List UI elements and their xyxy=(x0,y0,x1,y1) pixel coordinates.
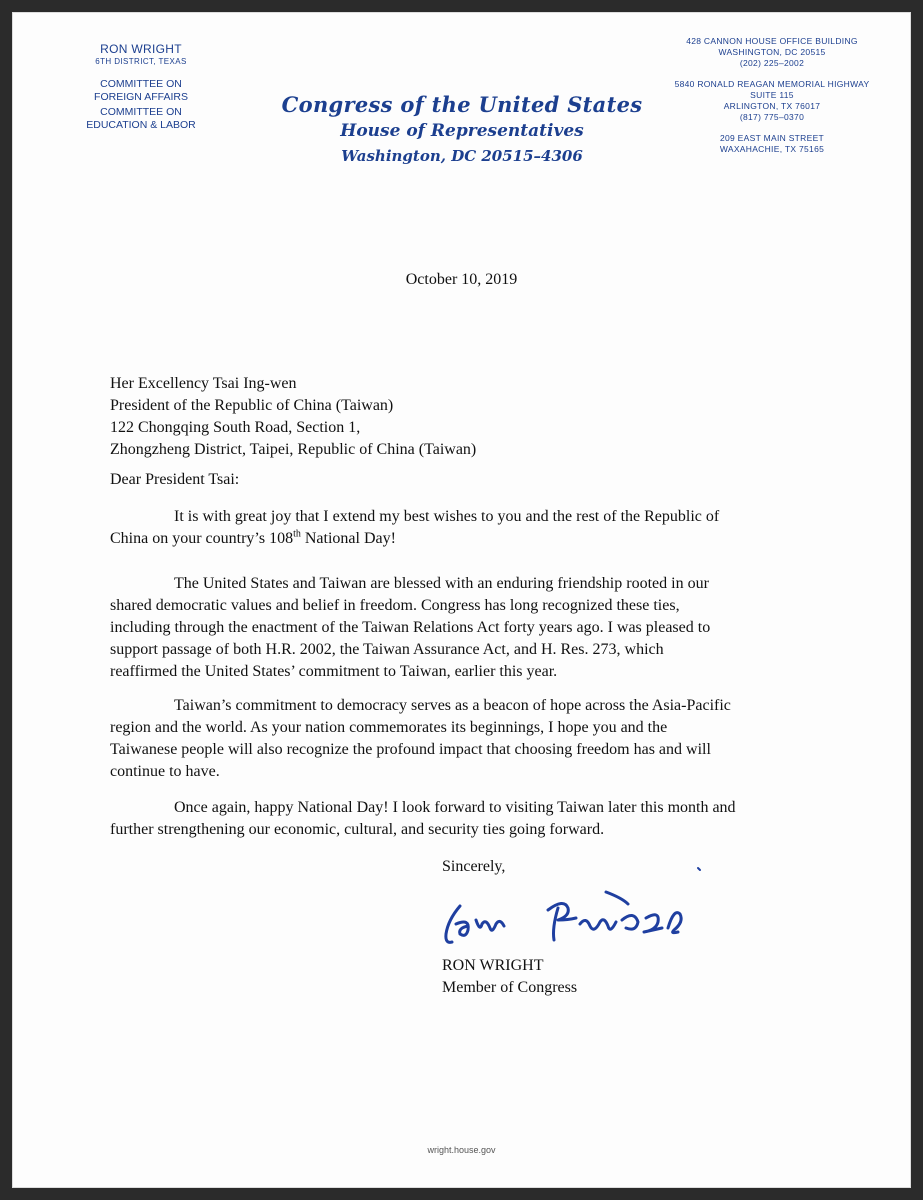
signature-image xyxy=(430,858,710,958)
signer-title: Member of Congress xyxy=(442,979,578,996)
committee-2-line-2: EDUCATION & LABOR xyxy=(86,119,196,131)
arlington-office xyxy=(652,79,892,123)
dc-office xyxy=(652,36,892,69)
congress-heading: Congress of the United States xyxy=(281,92,643,117)
paragraph-1 xyxy=(110,506,830,550)
footer-website: wright.house.gov xyxy=(427,1145,496,1155)
house-location: Washington, DC 20515–4306 xyxy=(341,147,583,165)
recipient-line-2: President of the Republic of China (Taiwan) xyxy=(110,397,394,414)
recipient-line-4: Zhongzheng District, Taipei, Republic of China (Taiwan) xyxy=(110,441,477,458)
paragraph-4-line-2: further strengthening our economic, cultural, and security ties going forward. xyxy=(110,821,605,838)
dc-office-phone: (202) 225–2002 xyxy=(739,58,805,68)
recipient-address xyxy=(110,373,476,461)
waxahachie-office-line-2: WAXAHACHIE, TX 75165 xyxy=(719,144,825,154)
arlington-office-line-3: ARLINGTON, TX 76017 xyxy=(723,101,821,111)
paragraph-4 xyxy=(110,797,830,841)
signer-block xyxy=(442,955,577,999)
letterhead-offices xyxy=(652,36,892,165)
paragraph-1-line-1: It is with great joy that I extend my best wishes to you and the rest of the Republic of xyxy=(174,508,720,525)
arlington-office-line-2: SUITE 115 xyxy=(750,90,794,100)
paragraph-3-line-1: Taiwan’s commitment to democracy serves as a beacon of hope across the Asia-Pacific xyxy=(174,697,731,714)
paragraph-2-line-2: shared democratic values and belief in freedom. Congress has long recognized these ties, xyxy=(110,597,680,614)
paragraph-3-line-2: region and the world. As your nation commemorates its beginnings, I hope you and the xyxy=(110,719,668,736)
member-district: 6TH DISTRICT, TEXAS xyxy=(95,57,187,66)
ordinal-superscript: th xyxy=(293,528,301,540)
paragraph-3 xyxy=(110,695,830,783)
dc-office-line-1: 428 CANNON HOUSE OFFICE BUILDING xyxy=(686,36,858,46)
member-name: RON WRIGHT xyxy=(100,42,182,56)
dc-office-line-2: WASHINGTON, DC 20515 xyxy=(718,47,826,57)
letterhead-title xyxy=(242,92,682,165)
paragraph-2-line-3: including through the enactment of the Taiwan Relations Act forty years ago. I was pleased to xyxy=(110,619,711,636)
paragraph-1-line-2-start: China on your country’s 108 xyxy=(110,530,294,547)
paragraph-4-line-1: Once again, happy National Day! I look forward to visiting Taiwan later this month and xyxy=(174,799,736,816)
paragraph-2 xyxy=(110,573,830,683)
committee-2-line-1: COMMITTEE ON xyxy=(100,106,182,118)
recipient-line-3: 122 Chongqing South Road, Section 1, xyxy=(110,419,361,436)
paragraph-2-line-1: The United States and Taiwan are blessed with an enduring friendship rooted in our xyxy=(174,575,709,592)
paragraph-1-line-2 xyxy=(110,528,830,550)
paragraph-2-line-5: reaffirmed the United States’ commitment to Taiwan, earlier this year. xyxy=(110,663,558,680)
paragraph-1-line-2-end: National Day! xyxy=(300,530,396,547)
committee-1-line-2: FOREIGN AFFAIRS xyxy=(94,91,188,103)
paragraph-3-line-3: Taiwanese people will also recognize the profound impact that choosing freedom has and will xyxy=(110,741,711,758)
waxahachie-office-line-1: 209 EAST MAIN STREET xyxy=(719,133,825,143)
letter-page xyxy=(12,12,911,1188)
paragraph-2-line-4: support passage of both H.R. 2002, the Taiwan Assurance Act, and H. Res. 273, which xyxy=(110,641,664,658)
arlington-office-phone: (817) 775–0370 xyxy=(739,112,805,122)
paragraph-3-line-4: continue to have. xyxy=(110,763,220,780)
closing: Sincerely, xyxy=(442,858,506,875)
waxahachie-office xyxy=(652,133,892,155)
letterhead-member-info xyxy=(36,42,246,132)
house-heading: House of Representatives xyxy=(340,121,584,141)
committee-1-line-1: COMMITTEE ON xyxy=(100,78,182,90)
arlington-office-line-1: 5840 RONALD REAGAN MEMORIAL HIGHWAY xyxy=(674,79,870,89)
letter-date: October 10, 2019 xyxy=(405,271,518,288)
signer-name: RON WRIGHT xyxy=(442,957,544,974)
recipient-line-1: Her Excellency Tsai Ing-wen xyxy=(110,375,297,392)
salutation: Dear President Tsai: xyxy=(110,471,240,488)
